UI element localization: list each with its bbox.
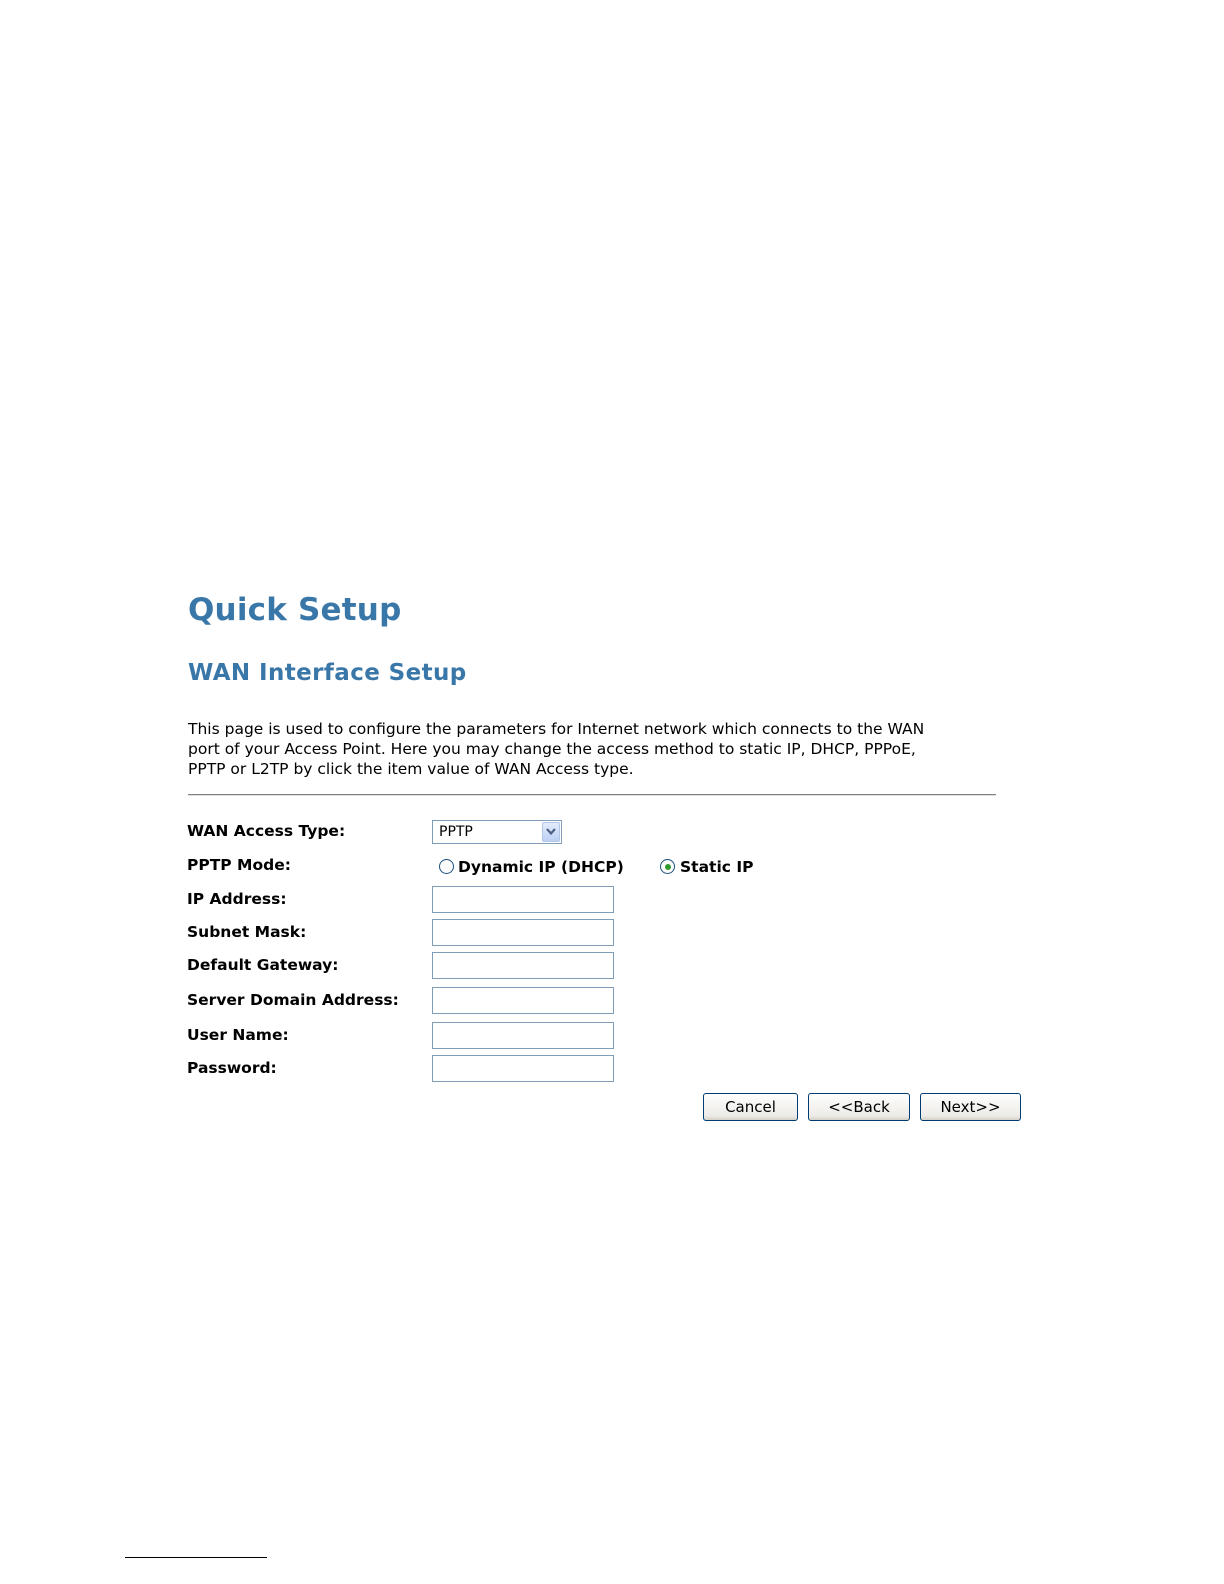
default-gateway-input[interactable] bbox=[432, 952, 614, 979]
ip-address-input[interactable] bbox=[432, 886, 614, 913]
cancel-button[interactable]: Cancel bbox=[703, 1093, 798, 1121]
password-label: Password: bbox=[187, 1059, 277, 1077]
subnet-mask-input[interactable] bbox=[432, 919, 614, 946]
user-name-input[interactable] bbox=[432, 1022, 614, 1049]
radio-static-ip[interactable] bbox=[660, 859, 675, 874]
ip-address-label: IP Address: bbox=[187, 890, 287, 908]
description-line: port of your Access Point. Here you may change the access method to static IP, DHCP, PPPoE, bbox=[188, 740, 916, 758]
back-button[interactable]: <<Back bbox=[808, 1093, 910, 1121]
page-title: Quick Setup bbox=[188, 592, 402, 628]
description-line: PPTP or L2TP by click the item value of WAN Access type. bbox=[188, 760, 634, 778]
password-input[interactable] bbox=[432, 1055, 614, 1082]
section-title: WAN Interface Setup bbox=[188, 660, 467, 686]
divider bbox=[188, 794, 996, 796]
wan-access-type-value: PPTP bbox=[439, 824, 473, 840]
radio-dynamic-ip[interactable] bbox=[439, 859, 454, 874]
description-line: This page is used to configure the parameters for Internet network which connects to the WAN bbox=[188, 720, 925, 738]
default-gateway-label: Default Gateway: bbox=[187, 956, 339, 974]
wan-access-type-label: WAN Access Type: bbox=[187, 822, 346, 840]
server-domain-input[interactable] bbox=[432, 987, 614, 1014]
user-name-label: User Name: bbox=[187, 1026, 289, 1044]
radio-static-ip-label[interactable]: Static IP bbox=[680, 858, 754, 876]
next-button[interactable]: Next>> bbox=[920, 1093, 1021, 1121]
wan-access-type-select[interactable] bbox=[432, 820, 562, 844]
chevron-down-icon[interactable] bbox=[542, 822, 560, 842]
pptp-mode-label: PPTP Mode: bbox=[187, 856, 291, 874]
page-description bbox=[188, 719, 1008, 779]
subnet-mask-label: Subnet Mask: bbox=[187, 923, 307, 941]
radio-dynamic-ip-label[interactable]: Dynamic IP (DHCP) bbox=[458, 858, 624, 876]
footnote-separator bbox=[125, 1557, 267, 1558]
server-domain-label: Server Domain Address: bbox=[187, 991, 399, 1009]
